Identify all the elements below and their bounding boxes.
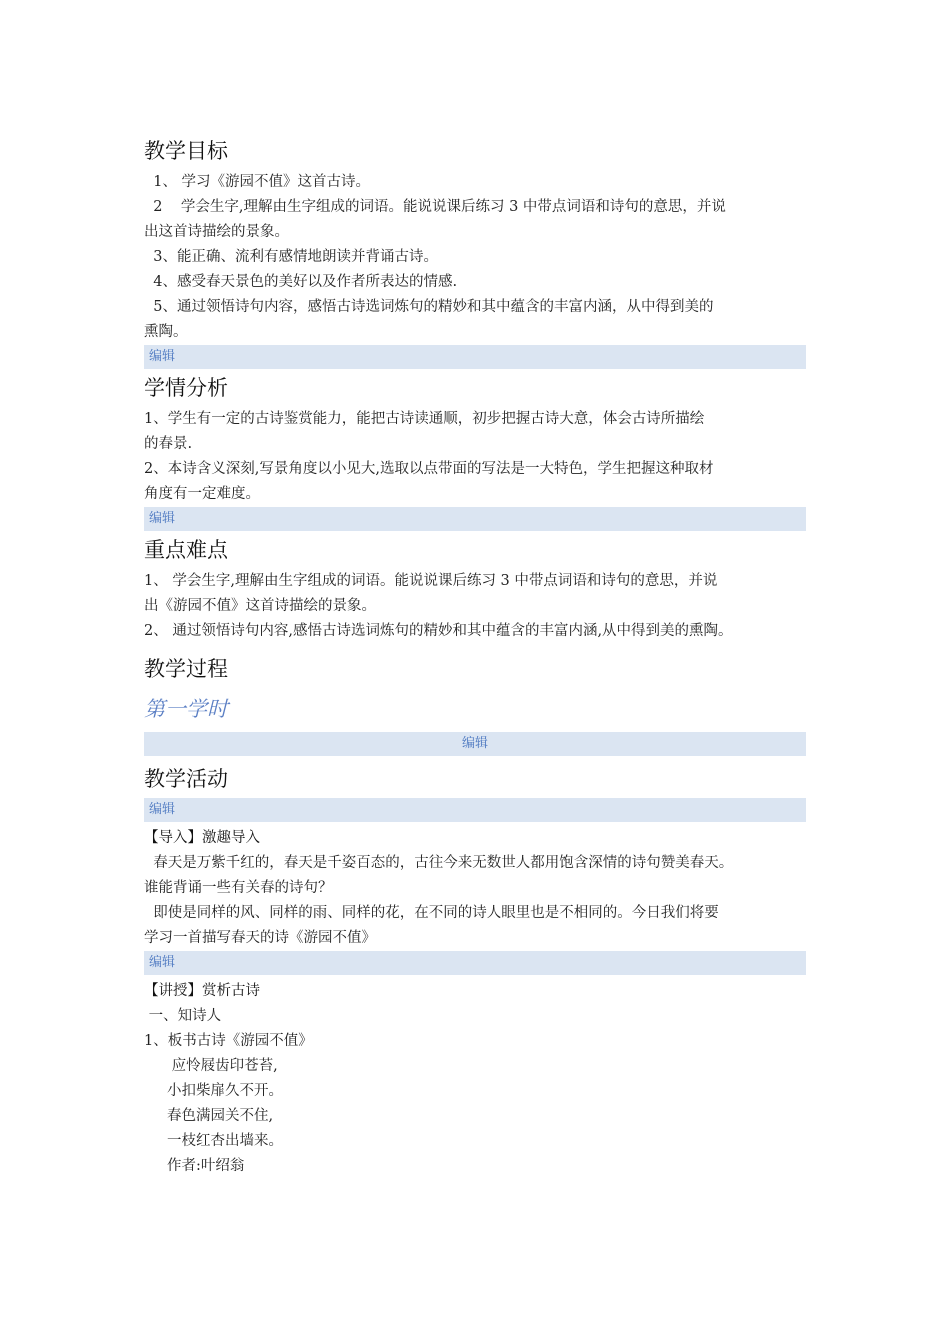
edit-button-activities[interactable]: 编辑 — [144, 798, 806, 822]
edit-button-analysis[interactable]: 编辑 — [144, 507, 806, 531]
analysis-line: 的春景. — [144, 436, 193, 452]
intro-text — [144, 851, 806, 951]
intro-line: 谁能背诵一些有关春的诗句？ — [144, 880, 333, 896]
analysis-text — [144, 407, 806, 507]
analysis-line: 2、本诗含义深刻,写景角度以小见大,选取以点带面的写法是一大特色，学生把握这种取材 — [144, 461, 714, 477]
intro-label: 【导入】激趣导入 — [144, 830, 260, 846]
poem-line: 一枝红杏出墙来。 — [144, 1133, 284, 1149]
document-content — [144, 132, 806, 1179]
edit-button-process[interactable]: 编辑 — [144, 732, 806, 756]
heading-objectives: 教学目标 — [144, 139, 228, 163]
objectives-line: 4、感受春天景色的美好以及作者所表达的情感. — [144, 274, 458, 290]
objectives-line: 2 学会生字,理解由生字组成的词语。能说说课后练习 3 中带点词语和诗句的意思，并说 — [144, 199, 726, 215]
objectives-text — [144, 170, 806, 345]
lecture-line: 1、板书古诗《游园不值》 — [144, 1033, 313, 1049]
edit-button-objectives[interactable]: 编辑 — [144, 345, 806, 369]
objectives-line: 出这首诗描绘的景象。 — [144, 224, 289, 240]
intro-line: 学习一首描写春天的诗《游园不值》 — [144, 930, 376, 946]
objectives-line: 熏陶。 — [144, 324, 188, 340]
keypoints-line: 1、 学会生字,理解由生字组成的词语。能说说课后练习 3 中带点词语和诗句的意思，并说 — [144, 573, 718, 589]
lecture-label: 【讲授】赏析古诗 — [144, 983, 260, 999]
edit-button-intro[interactable]: 编辑 — [144, 951, 806, 975]
heading-analysis: 学情分析 — [144, 376, 228, 400]
lecture-text — [144, 1004, 806, 1179]
poem-line: 春色满园关不住, — [144, 1108, 274, 1124]
lecture-line: 一、知诗人 — [144, 1008, 222, 1024]
heading-keypoints: 重点难点 — [144, 538, 228, 562]
poem-author: 作者:叶绍翁 — [144, 1158, 245, 1174]
poem-line: 小扣柴扉久不开。 — [144, 1083, 284, 1099]
objectives-line: 1、 学习《游园不值》这首古诗。 — [144, 174, 371, 190]
keypoints-text — [144, 569, 806, 644]
analysis-line: 角度有一定难度。 — [144, 486, 260, 502]
analysis-line: 1、学生有一定的古诗鉴赏能力，能把古诗读通顺，初步把握古诗大意，体会古诗所描绘 — [144, 411, 705, 427]
objectives-line: 5、通过领悟诗句内容，感悟古诗选词炼句的精妙和其中蕴含的丰富内涵，从中得到美的 — [144, 299, 714, 315]
keypoints-line: 出《游园不值》这首诗描绘的景象。 — [144, 598, 376, 614]
intro-line: 即使是同样的风、同样的雨、同样的花，在不同的诗人眼里也是不相同的。今日我们将要 — [144, 905, 719, 921]
keypoints-line: 2、 通过领悟诗句内容,感悟古诗选词炼句的精妙和其中蕴含的丰富内涵,从中得到美的熏陶。 — [144, 623, 733, 639]
subheading-first-lesson: 第一学时 — [144, 697, 228, 721]
intro-line: 春天是万紫千红的，春天是千姿百态的，古往今来无数世人都用饱含深情的诗句赞美春天。 — [144, 855, 734, 871]
poem-line: 应怜屐齿印苍苔, — [144, 1058, 278, 1074]
heading-activities: 教学活动 — [144, 767, 228, 791]
heading-process: 教学过程 — [144, 657, 228, 681]
objectives-line: 3、能正确、流利有感情地朗读并背诵古诗。 — [144, 249, 438, 265]
